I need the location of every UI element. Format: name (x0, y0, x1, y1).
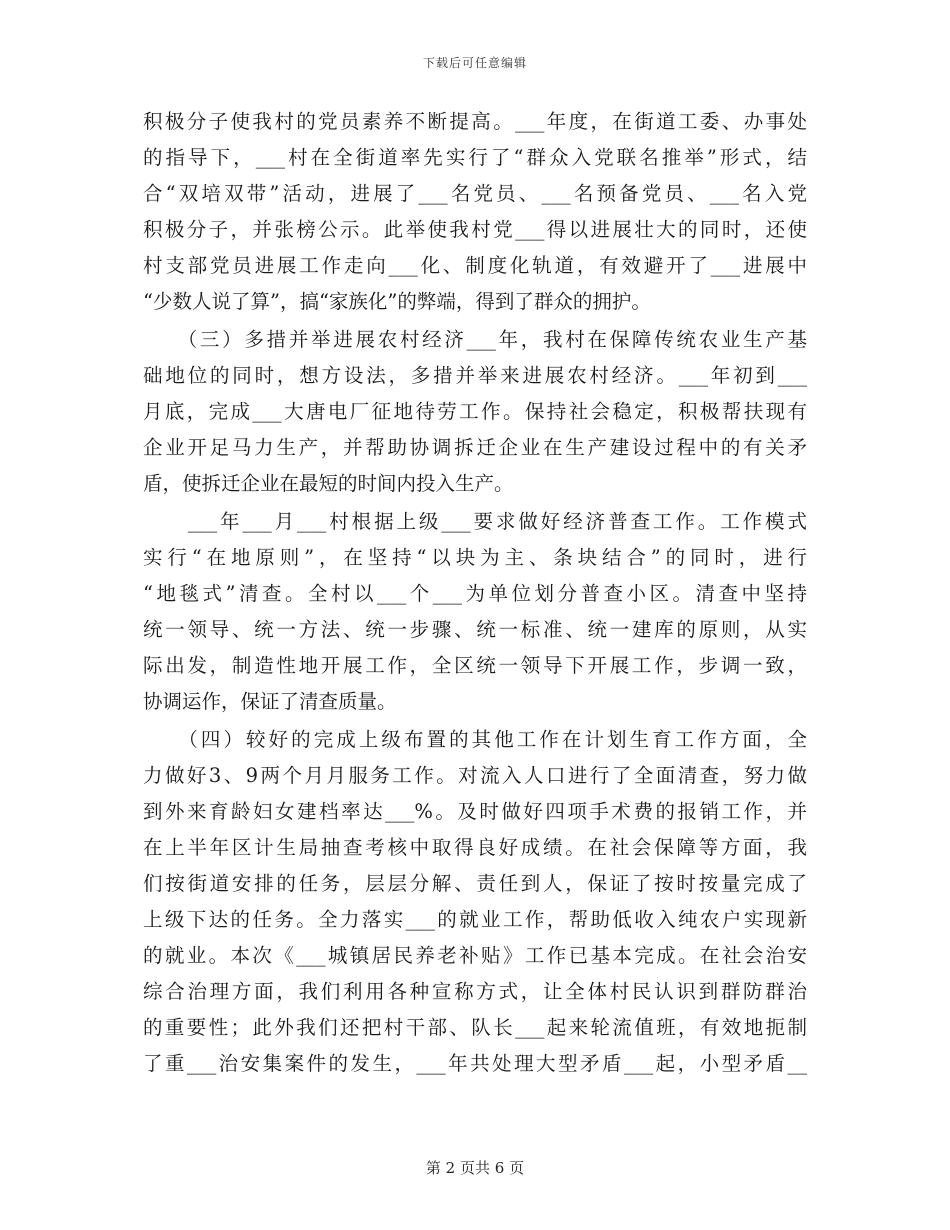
body-line: ___年___月___村根据上级___要求做好经济普查工作。工作模式 (143, 510, 807, 533)
body-line: 到外来育龄妇女建档率达___%。及时做好四项手术费的报销工作，并 (143, 800, 807, 823)
body-line: 上级下达的任务。全力落实___的就业工作，帮助低收入纯农户实现新 (143, 908, 807, 931)
body-line: 综合治理方面，我们利用各种宣称方式，让全体村民认识到群防群治 (143, 980, 807, 1003)
body-line: 的就业。本次《___城镇居民养老补贴》工作已基本完成。在社会治安 (143, 944, 807, 967)
body-line: 了重___治安集案件的发生，___年共处理大型矛盾___起，小型矛盾__ (143, 1052, 807, 1075)
body-line: 力做好3、9两个月月服务工作。对流入人口进行了全面清查，努力做 (143, 764, 807, 787)
body-line: 在上半年区计生局抽查考核中取得良好成绩。在社会保障等方面，我 (143, 836, 807, 859)
body-line: 的指导下，___村在全街道率先实行了“群众入党联名推举”形式，结 (143, 146, 807, 169)
body-line: （三）多措并举进展农村经济___年，我村在保障传统农业生产基 (143, 328, 807, 351)
body-line: 村支部党员进展工作走向___化、制度化轨道，有效避开了___进展中 (143, 254, 807, 277)
body-line: 的重要性；此外我们还把村干部、队长___起来轮流值班，有效地扼制 (143, 1016, 807, 1039)
body-line: 统一领导、统一方法、统一步骤、统一标准、统一建库的原则，从实 (143, 618, 807, 641)
page-number: 第 2 页共 6 页 (425, 1159, 525, 1177)
body-line: 积极分子使我村的党员素养不断提高。___年度，在街道工委、办事处 (143, 110, 807, 133)
body-line: 实行“在地原则”，在坚持“以块为主、条块结合”的同时，进行 (143, 546, 807, 569)
body-line: 月底，完成___大唐电厂征地待劳工作。保持社会稳定，积极帮扶现有 (143, 400, 807, 423)
body-line: 础地位的同时，想方设法，多措并举来进展农村经济。___年初到___ (143, 364, 807, 387)
body-line: “少数人说了算”，搞“家族化”的弊端，得到了群众的拥护。 (143, 290, 651, 313)
body-line: 盾，使拆迁企业在最短的时间内投入生产。 (143, 472, 514, 495)
body-line: 合“双培双带”活动，进展了___名党员、___名预备党员、___名入党 (143, 182, 807, 205)
document-body (143, 104, 807, 1082)
body-line: 协调运作，保证了清查质量。 (143, 690, 397, 713)
body-line: 积极分子，并张榜公示。此举使我村党___得以进展壮大的同时，还使 (143, 218, 807, 241)
body-line: “地毯式”清查。全村以___个___为单位划分普查小区。清查中坚持 (143, 582, 807, 605)
body-line: （四）较好的完成上级布置的其他工作在计划生育工作方面，全 (143, 728, 807, 751)
body-line: 们按街道安排的任务，层层分解、责任到人，保证了按时按量完成了 (143, 872, 807, 895)
body-line: 际出发，制造性地开展工作，全区统一领导下开展工作，步调一致， (143, 654, 807, 677)
page-header: 下载后可任意编辑 (422, 56, 527, 70)
body-line: 企业开足马力生产，并帮助协调拆迁企业在生产建设过程中的有关矛 (143, 436, 807, 459)
